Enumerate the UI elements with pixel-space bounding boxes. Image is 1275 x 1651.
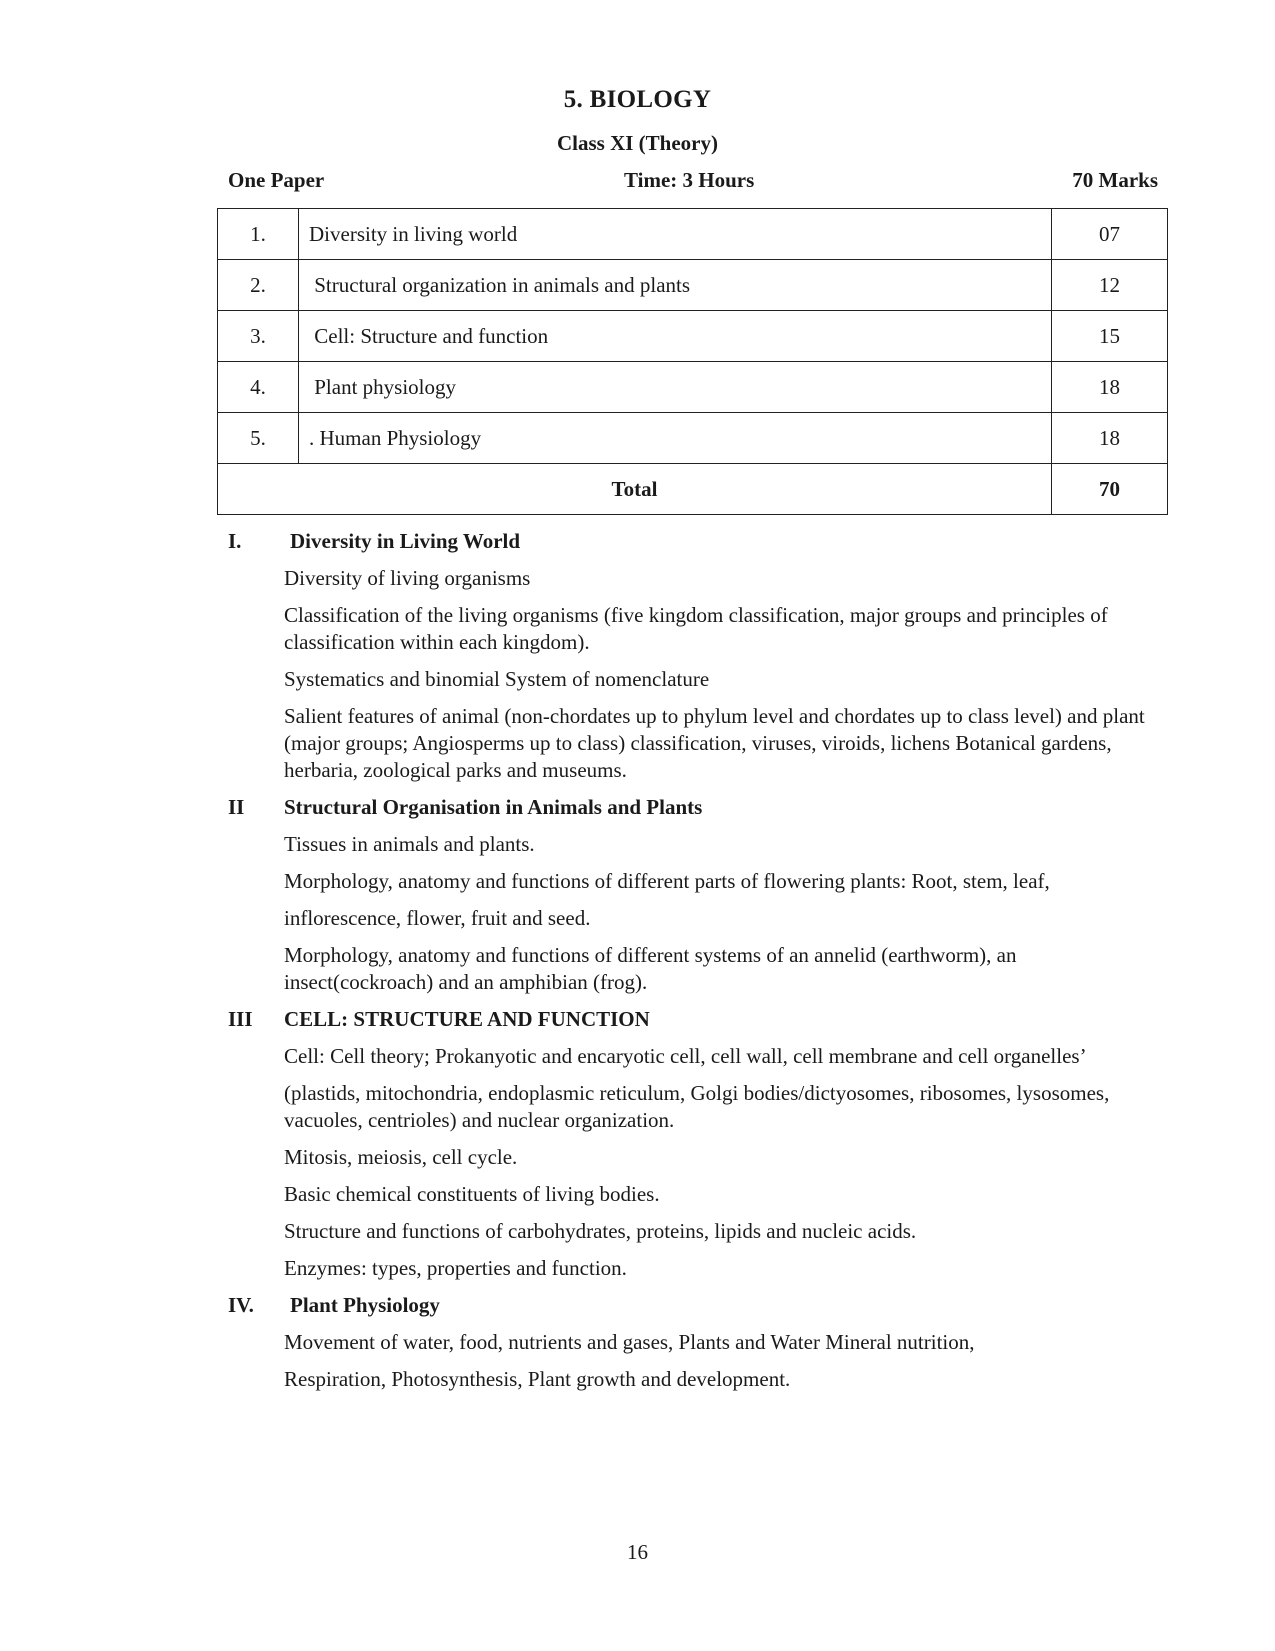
syllabus-content bbox=[228, 528, 1158, 1403]
section-paragraph: Mitosis, meiosis, cell cycle. bbox=[284, 1145, 518, 1169]
table-total-row bbox=[218, 464, 1168, 515]
section-paragraph: Tissues in animals and plants. bbox=[284, 832, 535, 856]
section-paragraph: Enzymes: types, properties and function. bbox=[284, 1256, 627, 1280]
section-paragraph: Structure and functions of carbohydrates, proteins, lipids and nucleic acids. bbox=[284, 1219, 917, 1243]
unit-marks: 15 bbox=[1052, 311, 1168, 362]
units-table bbox=[217, 208, 1168, 515]
time-label: Time: 3 Hours bbox=[624, 168, 755, 192]
section-diversity bbox=[228, 528, 1158, 784]
page-number: 16 bbox=[627, 1540, 648, 1564]
exam-meta-row bbox=[228, 168, 1158, 194]
unit-marks: 18 bbox=[1052, 413, 1168, 464]
section-paragraph: Cell: Cell theory; Prokanyotic and encaryotic cell, cell wall, cell membrane and cell organelles’ bbox=[284, 1044, 1087, 1068]
section-paragraph: Salient features of animal (non-chordates up to phylum level and chordates up to class level) and plant (major groups; Angiosperms up to class) classification, viruses, viroids, lichens Botanical gardens, herbaria, zoological parks and museums. bbox=[284, 704, 1145, 782]
section-paragraph: inflorescence, flower, fruit and seed. bbox=[284, 906, 591, 930]
marks-label: 70 Marks bbox=[1072, 168, 1158, 192]
table-row bbox=[218, 413, 1168, 464]
table-row bbox=[218, 209, 1168, 260]
section-title: Plant Physiology bbox=[290, 1293, 440, 1317]
section-number: II bbox=[228, 795, 245, 819]
unit-topic: Structural organization in animals and plants bbox=[299, 260, 1052, 311]
section-paragraph: Classification of the living organisms (five kingdom classification, major groups and principles of classification within each kingdom). bbox=[284, 603, 1108, 654]
section-plant-physiology bbox=[228, 1292, 1158, 1393]
section-title: CELL: STRUCTURE AND FUNCTION bbox=[284, 1007, 650, 1031]
unit-marks: 18 bbox=[1052, 362, 1168, 413]
unit-topic: Diversity in living world bbox=[299, 209, 1052, 260]
section-cell bbox=[228, 1006, 1158, 1282]
table-row bbox=[218, 362, 1168, 413]
section-number: I. bbox=[228, 529, 242, 553]
unit-number: 2. bbox=[218, 260, 299, 311]
total-marks: 70 bbox=[1052, 464, 1168, 515]
section-paragraph: Diversity of living organisms bbox=[284, 566, 531, 590]
section-number: IV. bbox=[228, 1293, 254, 1317]
unit-topic: . Human Physiology bbox=[299, 413, 1052, 464]
section-paragraph: Morphology, anatomy and functions of different parts of flowering plants: Root, stem, leaf, bbox=[284, 869, 1050, 893]
section-number: III bbox=[228, 1007, 253, 1031]
section-heading bbox=[228, 528, 1158, 555]
section-paragraph: Movement of water, food, nutrients and gases, Plants and Water Mineral nutrition, bbox=[284, 1330, 975, 1354]
section-heading bbox=[228, 1006, 1158, 1033]
section-paragraph: Systematics and binomial System of nomenclature bbox=[284, 667, 710, 691]
section-title: Diversity in Living World bbox=[290, 529, 521, 553]
paper-label: One Paper bbox=[228, 168, 325, 192]
unit-number: 5. bbox=[218, 413, 299, 464]
page-title: 5. BIOLOGY bbox=[563, 86, 712, 113]
section-paragraph: Respiration, Photosynthesis, Plant growth and development. bbox=[284, 1367, 791, 1391]
section-paragraph: Morphology, anatomy and functions of different systems of an annelid (earthworm), an insect(cockroach) and an amphibian (frog). bbox=[284, 943, 1017, 994]
unit-marks: 12 bbox=[1052, 260, 1168, 311]
unit-topic: Plant physiology bbox=[299, 362, 1052, 413]
section-title: Structural Organisation in Animals and Plants bbox=[284, 795, 703, 819]
table-row bbox=[218, 311, 1168, 362]
page-subtitle: Class XI (Theory) bbox=[557, 131, 718, 155]
table-row bbox=[218, 260, 1168, 311]
unit-topic: Cell: Structure and function bbox=[299, 311, 1052, 362]
unit-number: 3. bbox=[218, 311, 299, 362]
unit-number: 1. bbox=[218, 209, 299, 260]
section-heading bbox=[228, 1292, 1158, 1319]
unit-marks: 07 bbox=[1052, 209, 1168, 260]
section-heading bbox=[228, 794, 1158, 821]
section-structural-organisation bbox=[228, 794, 1158, 996]
unit-number: 4. bbox=[218, 362, 299, 413]
section-paragraph: (plastids, mitochondria, endoplasmic reticulum, Golgi bodies/dictyosomes, ribosomes, lysosomes, vacuoles, centrioles) and nuclear organization. bbox=[284, 1081, 1110, 1132]
section-paragraph: Basic chemical constituents of living bodies. bbox=[284, 1182, 660, 1206]
total-label: Total bbox=[218, 464, 1052, 515]
